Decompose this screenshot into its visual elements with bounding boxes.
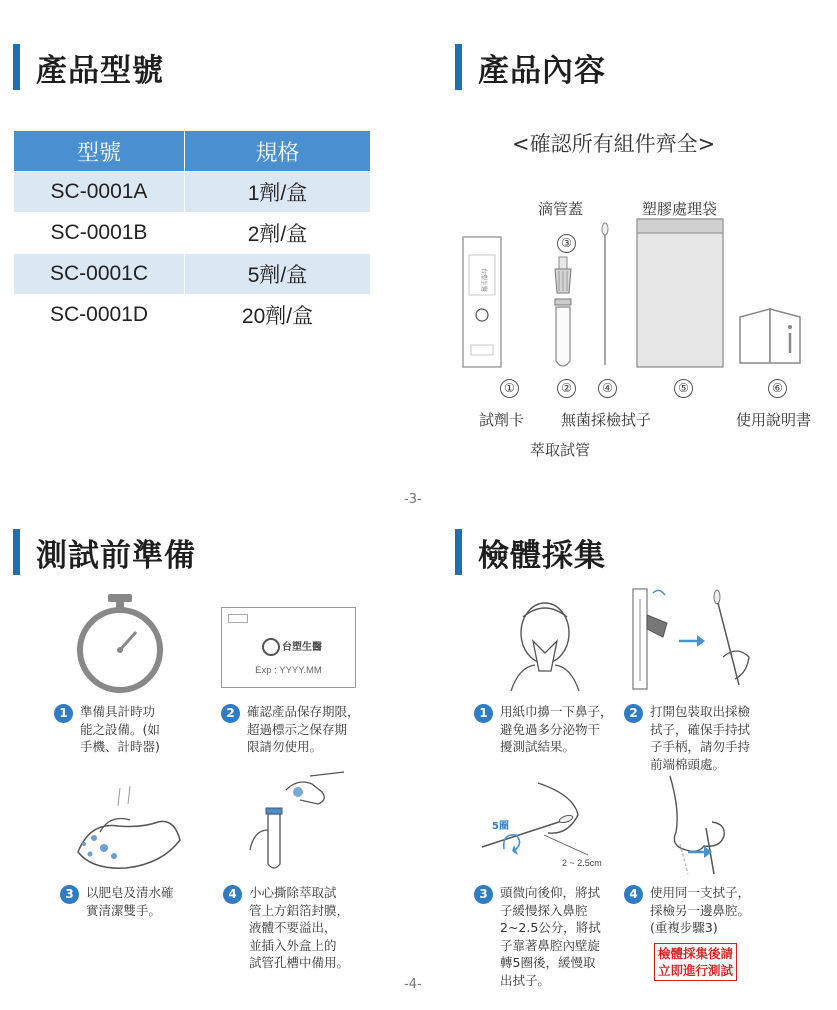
hand-washing-icon	[70, 782, 185, 877]
table-row	[14, 295, 371, 336]
step-number-badge: 3	[474, 885, 493, 904]
table-row	[14, 254, 371, 295]
collect-step-1	[474, 703, 613, 756]
step-number-badge: 1	[54, 704, 73, 723]
page-number: -3-	[404, 492, 422, 507]
section-accent-bar	[455, 44, 462, 90]
section-title: 產品型號	[36, 52, 164, 89]
cell-spec: 2劑/盒	[185, 213, 371, 254]
collect-step-3	[474, 884, 601, 989]
blow-nose-icon	[495, 595, 595, 695]
collect-step-2	[624, 703, 750, 773]
section-header-prep	[13, 527, 196, 577]
table-row	[14, 213, 371, 254]
section-title: 檢體採集	[478, 537, 606, 574]
depth-label: 2 ~ 2.5cm	[562, 858, 602, 868]
cell-model: SC-0001C	[14, 254, 185, 295]
svg-text:台塑生醫: 台塑生醫	[480, 267, 487, 293]
cell-spec: 5劑/盒	[185, 254, 371, 295]
label-dropper-cap: 滴管蓋	[538, 200, 584, 218]
number-marker: ①	[500, 379, 519, 398]
number-marker: ②	[557, 379, 576, 398]
section-header-collect	[455, 527, 606, 577]
card-expiry: Exp : YYYY.MM	[255, 665, 322, 676]
dropper-cap-icon	[555, 257, 571, 305]
step-text: 使用同一支拭子， 採檢另一邊鼻腔。 (重複步驟3)	[650, 885, 751, 935]
expiry-card-illustration	[221, 607, 356, 688]
label-extraction-tube: 萃取試管	[530, 441, 591, 459]
rotation-label: 5圈	[492, 821, 509, 832]
cell-model: SC-0001A	[14, 172, 185, 213]
prep-step-2	[221, 703, 360, 756]
step-number-badge: 1	[474, 704, 493, 723]
label-test-card: 試劑卡	[479, 411, 525, 429]
other-nostril-icon	[640, 770, 750, 880]
step-text: 用紙巾擤一下鼻子， 避免過多分泌物干 擾測試結果。	[500, 704, 613, 754]
step-text: 頭微向後仰，將拭 子緩慢探入鼻腔 2~2.5公分，將拭 子靠著鼻腔內壁旋 轉5圈後，緩慢取 出拭子。	[500, 885, 601, 988]
section-title: 測試前準備	[36, 537, 196, 574]
open-swab-package-icon	[625, 585, 765, 695]
step-text: 打開包裝取出採檢 拭子，確保手持拭 子手柄，請勿手持 前端棉頭處。	[650, 704, 751, 772]
model-table	[13, 130, 371, 336]
cell-model: SC-0001D	[14, 295, 185, 336]
brand-logo-icon	[262, 638, 280, 656]
test-card-icon	[463, 237, 501, 367]
swab-icon	[602, 223, 608, 365]
manual-book-icon	[740, 309, 800, 363]
cell-spec: 20劑/盒	[185, 295, 371, 336]
number-marker: ④	[598, 379, 617, 398]
step-number-badge: 4	[624, 885, 643, 904]
step-number-badge: 2	[624, 704, 643, 723]
prep-step-1	[54, 703, 160, 756]
number-marker: ③	[557, 234, 576, 253]
label-sterile-swab: 無菌採檢拭子	[561, 411, 652, 429]
number-marker: ⑥	[768, 379, 787, 398]
section-header-contents	[455, 42, 606, 92]
step-number-badge: 4	[223, 885, 242, 904]
section-header-model	[13, 42, 164, 92]
step-number-badge: 2	[221, 704, 240, 723]
prep-step-3	[60, 884, 174, 919]
timer-icon	[70, 592, 170, 692]
step-number-badge: 3	[60, 885, 79, 904]
contents-subtitle: <確認所有組件齊全>	[512, 132, 716, 156]
label-manual: 使用說明書	[736, 411, 812, 429]
number-marker: ⑤	[674, 379, 693, 398]
section-accent-bar	[455, 529, 462, 575]
column-header-spec: 規格	[185, 131, 371, 172]
cell-spec: 1劑/盒	[185, 172, 371, 213]
step-text: 小心撕除萃取試 管上方鋁箔封膜， 液體不要溢出， 並插入外盒上的 試管孔槽中備用。	[249, 885, 350, 970]
column-header-model: 型號	[14, 131, 185, 172]
plastic-bag-icon	[637, 219, 723, 367]
table-row	[14, 172, 371, 213]
prep-step-4	[223, 884, 349, 972]
step-text: 準備具計時功 能之設備。(如 手機、計時器)	[80, 704, 160, 754]
label-disposal-bag: 塑膠處理袋	[642, 200, 718, 218]
step-text: 確認產品保存期限， 超過標示之保存期 限請勿使用。	[247, 704, 360, 754]
kit-components-illustration	[455, 215, 830, 375]
card-brand: 台塑生醫	[282, 642, 322, 653]
extraction-tube-icon	[556, 307, 570, 366]
cell-model: SC-0001B	[14, 213, 185, 254]
warning-box: 檢體採集後請 立即進行測試	[654, 943, 737, 981]
page-number: -4-	[404, 977, 422, 992]
collect-step-4	[624, 884, 750, 937]
section-accent-bar	[13, 44, 20, 90]
table-header-row	[14, 131, 371, 172]
section-title: 產品內容	[478, 52, 606, 89]
section-accent-bar	[13, 529, 20, 575]
tube-peel-icon	[240, 770, 350, 880]
step-text: 以肥皂及清水確 實清潔雙手。	[86, 885, 174, 918]
